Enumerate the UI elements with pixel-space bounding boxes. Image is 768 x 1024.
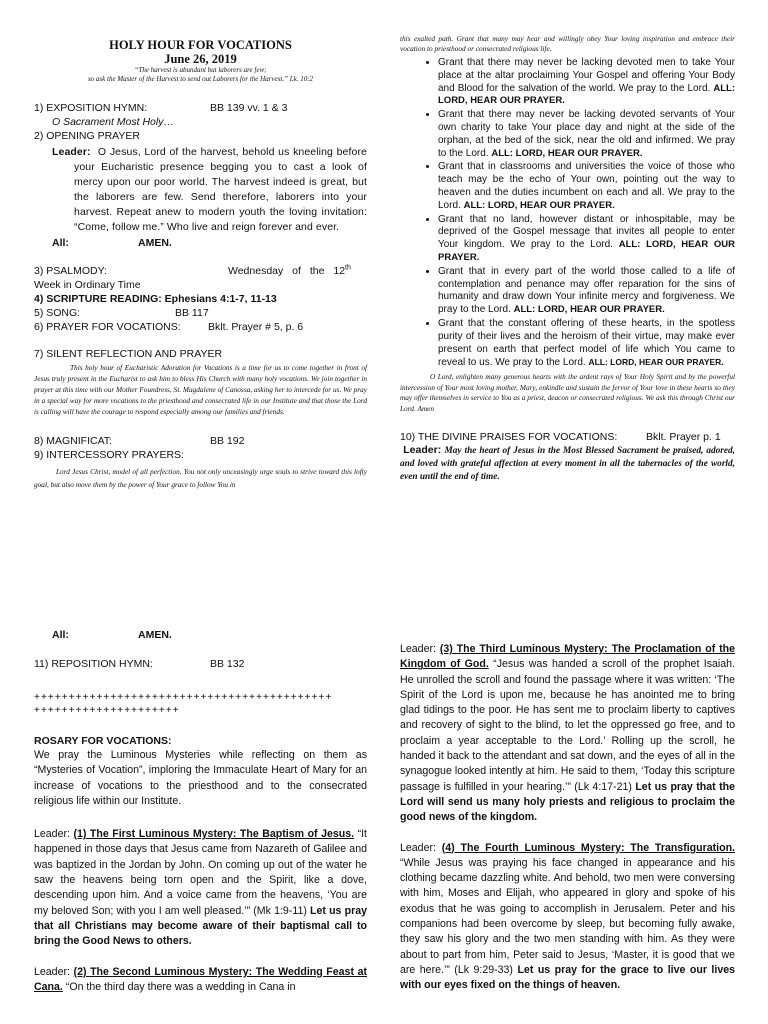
psalmody-ref-sup: th: [345, 264, 351, 272]
document-date: June 26, 2019: [164, 52, 237, 66]
mystery-4-prayer: Let us pray for the grace to live our lives with our eyes fixed on the things of heaven.: [400, 963, 735, 992]
mystery-1-text: “It happened in those days that Jesus came from Nazareth of Galilee and was baptized in the Jordan by John. On coming up out of the water he saw the heavens being torn open and the Spirit, like a dove, descending upon him. And a voice came from the heavens, ‘You are my beloved Son; with you I am well pleased.’” (Mk 1:9-11): [34, 828, 368, 917]
praise-body: May the heart of Jesus in the Most Blessed Sacrament be praised, adored, and loved with grateful affection at every moment in all the tabernacles of the world, even until the end of time.: [400, 446, 736, 483]
mystery-2-leader: Leader:: [34, 965, 70, 978]
petition-response: ALL: LORD, HEAR OUR PRAYER.: [491, 147, 643, 159]
reposition-hymn-label: 11) REPOSITION HYMN:: [34, 658, 153, 670]
divine-praises-ref: Bklt. Prayer p. 1: [646, 431, 721, 444]
song-label: 5) SONG:: [34, 307, 81, 319]
all-label-2: All:: [52, 629, 69, 641]
prayer-for-vocations-label: 6) PRAYER FOR VOCATIONS:: [34, 321, 181, 333]
petition-response: ALL: LORD, HEAR OUR PRAYER.: [463, 199, 615, 211]
mystery-1: [34, 827, 367, 949]
divider-line-2: +++++++++++++++++++++: [34, 705, 180, 716]
petition-text: Grant that there may never be lacking devoted men to take Your place at the altar proclaiming Your Gospel and offering Your Body and Blood for the salvation of the world. We pray to the Lord.: [438, 57, 735, 94]
closing-all-row: [34, 628, 367, 642]
divine-praises-row: [400, 430, 735, 444]
song-ref: BB 117: [175, 307, 209, 319]
divine-praises-label: 10) THE DIVINE PRAISES FOR VOCATIONS:: [400, 431, 618, 444]
mystery-2-title: (2) The Second Luminous Mystery: The Wedding Feast at Cana.: [34, 965, 367, 993]
praise-leader-label: Leader:: [403, 444, 442, 457]
magnificat-row: [34, 434, 367, 448]
mystery-2-text: “On the third day there was a wedding in Cana in: [62, 980, 296, 993]
document-title: HOLY HOUR FOR VOCATIONS: [109, 38, 292, 52]
divine-praises-text: [400, 444, 735, 483]
psalmody-ref-text: Wednesday of the 12: [228, 265, 346, 277]
mystery-3-text: “Jesus was handed a scroll of the prophet Isaiah. He unrolled the scroll and found the passage where it was written: ‘The Spirit of the Lord is upon me, because he has anointed me to bring glad tidings to the poor. He has sent me to proclaim liberty to captives and recovery of sight to the blind, to let the oppressed go free, and to proclaim a year acceptable to the Lord.’ Rolling up the scroll, he handed it back to the attendant and sat down, and the eyes of all in the synagogue looked intently at him. He said to them, ‘Today this scripture passage is fulfilled in your hearing.’” (Lk 4:17-21): [400, 658, 735, 793]
opening-prayer-text: [34, 145, 367, 235]
prayer-for-vocations-ref: Bklt. Prayer # 5, p. 6: [208, 321, 304, 333]
exposition-hymn-ref: BB 139 vv. 1 & 3: [210, 102, 288, 114]
scripture-reading-ref: : Ephesians 4:1-7, 11-13: [158, 293, 277, 305]
psalmody-row: [34, 264, 367, 278]
mystery-2: [34, 965, 367, 996]
exposition-hymn-row: [34, 101, 367, 115]
song-row: [34, 306, 367, 320]
left-column-top: [34, 38, 367, 491]
exposition-hymn-title: O Sacrament Most Holy…: [52, 116, 174, 128]
opening-prayer-heading: 2) OPENING PRAYER: [34, 130, 140, 142]
mystery-1-leader: Leader:: [34, 828, 70, 841]
psalmody-ref: [228, 264, 351, 278]
petition-text: Grant that in every part of the world those called to a life of contemplation and penance may offer reparation for the sins of humanity and draw down Your infinite mercy and forgiveness. We pray to the Lord.: [438, 265, 735, 316]
mystery-4-text: “While Jesus was praying his face changed in appearance and his clothing became dazzling white. And behold, two men were conversing with him, Moses and Elijah, who appeared in glory and spoke of his exodus that he was going to accomplish in Jerusalem. Peter and his companions had been overcome by sleep, but becoming fully awake, they saw his glory and the two men standing with him. As they were about to part from him, Peter said to Jesus, ‘Master, it is good that we are here.’” (Lk 9:29-33): [400, 856, 735, 976]
mystery-3-title: (3) The Third Luminous Mystery: The Proclamation of the Kingdom of God.: [400, 643, 735, 671]
intercessory-continued: this exalted path. Grant that many may hear and willingly obey Your loving inspiration and embrace their vocation to priesthood or consecrated religious life.: [400, 34, 735, 53]
petition-text: Grant that no land, however distant or inhospitable, may be deprived of the Gospel message that invites all people to enter Your kingdom. We pray to the Lord.: [438, 213, 735, 251]
right-column-top: [400, 34, 735, 483]
mystery-3-leader: Leader:: [400, 643, 436, 655]
reposition-hymn-row: [34, 657, 367, 671]
petition-text: Grant that in classrooms and universities the voice of those who teach may be the echo of Your own, pointing out the way to heaven and the duties incumbent on each and all. We pray to the Lord.: [438, 161, 735, 211]
divider-line-1: +++++++++++++++++++++++++++++++++++++++++++: [34, 692, 333, 703]
silent-reflection-heading: 7) SILENT REFLECTION AND PRAYER: [34, 348, 223, 360]
amen-2: AMEN.: [138, 629, 172, 641]
petition-response: ALL: LORD, HEAR OUR PRAYER.: [588, 357, 724, 368]
prayer-for-vocations-row: [34, 320, 367, 334]
mystery-3: [400, 642, 735, 826]
intercessory-intro: Lord Jesus Christ, model of all perfection, You not only unceasingly urge souls to strive toward this lofty goal, but also move them by the power of Your grace to follow You in: [34, 467, 367, 489]
intercessory-closing: O Lord, enlighten many generous hearts with the ardent rays of Your Holy Spirit and by the powerful intercession of Your most loving mother, Mary, enkindle and sustain the fervor of Your love in these hearts so they may offer themselves in service to You as a priest, deacon or consecrated religious. We ask this through Christ our Lord. Amen: [400, 372, 735, 413]
magnificat-ref: BB 192: [210, 435, 245, 447]
all-label-1: All:: [52, 237, 69, 249]
mystery-3-prayer: Let us pray that the Lord will send us many holy priests and religious to proclaim the good news of the kingdom.: [400, 780, 735, 824]
petition-text: Grant that there may never be lacking devoted servants of Your own charity to take Your place day and night at the side of the orphan, at the bed of the sick, near the old and infirmed. We pray to the Lord.: [438, 109, 735, 159]
petition-list: [400, 57, 735, 370]
epigraph-line-2: so ask the Master of the Harvest to send out Laborers for the Harvest.” Lk. 10:2: [87, 75, 314, 83]
petition-text: Grant that the constant offering of these hearts, in the spotless purity of their lives and the heroism of their virtue, may make ever present on earth that perfect model of life which You came to reveal to us. We pray to the Lord.: [438, 317, 735, 369]
mystery-1-title: (1) The First Luminous Mystery: The Baptism of Jesus.: [73, 828, 355, 841]
right-column-bottom: [400, 642, 735, 994]
silent-reflection-text: This holy hour of Eucharistic Adoration for Vocations is a time for us to come together in front of Jesus truly present in the Eucharist to ask him to bless His Church with many holy vocations. We join together in prayer at this time with our Mother Foundress, St. Magdalene of Canossa, asking her to intercede for us. We pray in a special way for more vocations to the priesthood and consecrated life in our Institute and that those the Lord is calling will have the courage to respond especially among our families and friends.: [34, 363, 367, 416]
psalmody-week: Week in Ordinary Time: [34, 279, 141, 291]
petition-item: [438, 57, 735, 108]
mystery-4-title: (4) The Fourth Luminous Mystery: The Transfiguration.: [441, 841, 735, 854]
opening-prayer-body: O Jesus, Lord of the harvest, behold us kneeling before your Eucharistic presence begging you to cast a look of mercy upon our poor world. The harvest indeed is great, but the laborers are few. Send therefore, laborers into your harvest. Repeat anew to modern youth the loving invitation: “Come, follow me.” Who live and reign forever and ever.: [74, 146, 367, 233]
petition-response: ALL: LORD, HEAR OUR PRAYER.: [513, 304, 665, 316]
petition-item: [438, 109, 735, 160]
petition-response: ALL: LORD, HEAR OUR PRAYER.: [438, 239, 735, 263]
opening-all-row: [34, 236, 367, 250]
psalmody-label: 3) PSALMODY:: [34, 265, 107, 277]
petition-item: [438, 318, 735, 370]
amen-1: AMEN.: [138, 237, 172, 249]
left-column-bottom: [34, 628, 367, 995]
mystery-1-prayer: Let us pray that all Christians may become aware of their baptismal call to bring the Good News to others.: [34, 904, 367, 948]
reposition-hymn-ref: BB 132: [210, 658, 245, 670]
opening-leader-label: Leader:: [52, 146, 91, 158]
epigraph-line-1: “The harvest is abundant but laborers are few;: [134, 66, 267, 74]
page-bottom: [0, 620, 768, 1024]
scripture-reading-row: [34, 292, 367, 306]
petition-item: [438, 161, 735, 212]
petition-response: ALL: LORD, HEAR OUR PRAYER.: [438, 82, 735, 107]
magnificat-label: 8) MAGNIFICAT:: [34, 435, 112, 447]
intercessory-heading: 9) INTERCESSORY PRAYERS:: [34, 449, 184, 461]
mystery-4: [400, 841, 735, 994]
petition-item: [438, 214, 735, 265]
exposition-hymn-label: 1) EXPOSITION HYMN:: [34, 102, 148, 114]
rosary-heading: ROSARY FOR VOCATIONS:: [34, 735, 172, 747]
rosary-intro: We pray the Luminous Mysteries while reflecting on them as “Mysteries of Vocation”, imploring the Immaculate Heart of Mary for an increase of vocations to the priesthood and to the consecrated religious life within our Institute.: [34, 749, 367, 807]
mystery-4-leader: Leader:: [400, 841, 436, 854]
scripture-reading-label: 4) SCRIPTURE READING: [34, 293, 159, 305]
petition-item: [438, 266, 735, 317]
